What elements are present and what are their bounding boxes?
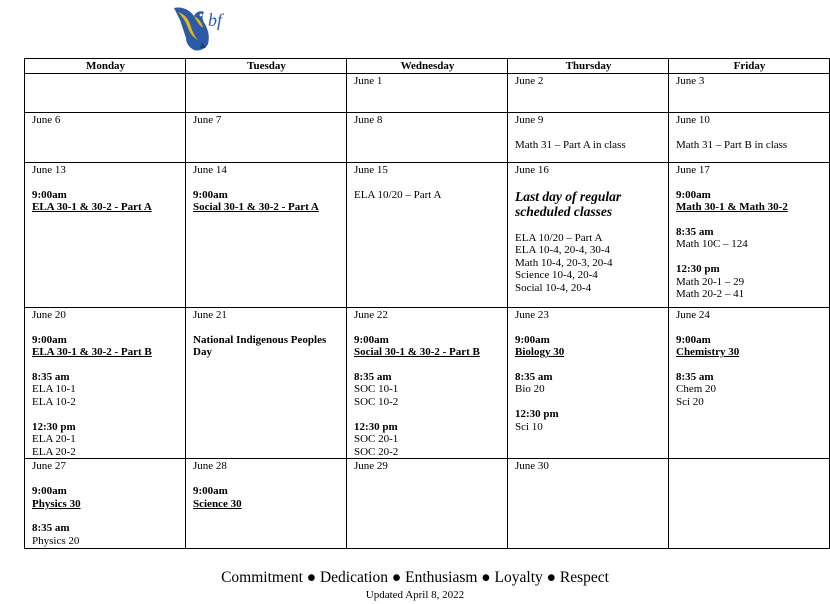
line-spacer <box>32 409 179 421</box>
exam-entry: SOC 20-1 <box>354 433 399 446</box>
day-date: June 7 <box>193 114 222 126</box>
day-date: June 14 <box>193 164 227 176</box>
line-spacer <box>515 359 662 371</box>
exam-entry: ELA 20-2 <box>32 445 76 458</box>
weekday-header: Wednesday <box>347 59 508 74</box>
line-spacer <box>354 409 501 421</box>
day-cell <box>25 163 186 308</box>
exam-time: National Indigenous Peoples <box>193 333 327 346</box>
line-spacer <box>676 359 823 371</box>
day-cell <box>347 74 508 113</box>
day-date: June 9 <box>515 114 544 126</box>
day-date: June 6 <box>32 114 61 126</box>
school-motto: Commitment ● Dedication ● Enthusiasm ● Loyalty ● Respect <box>221 569 609 586</box>
exam-entry: Sci 20 <box>676 395 704 408</box>
day-date: June 27 <box>32 460 66 473</box>
day-cell <box>508 459 669 549</box>
exam-title: Social 30-1 & 30-2 - Part A <box>193 201 319 214</box>
week-row <box>25 308 830 459</box>
week-row <box>25 459 830 549</box>
day-cell <box>25 459 186 549</box>
day-cell <box>508 308 669 459</box>
exam-entry: ELA 10-1 <box>32 383 76 396</box>
exam-title: Science 30 <box>193 497 242 510</box>
line-spacer <box>676 127 823 139</box>
day-date: June 2 <box>515 75 544 87</box>
exam-entry: Math 20-2 – 41 <box>676 288 745 301</box>
weekday-header: Friday <box>669 59 830 74</box>
line-spacer <box>515 177 662 189</box>
line-spacer <box>515 396 662 408</box>
exam-entry: Math 10C – 124 <box>676 238 748 251</box>
line-spacer <box>32 473 179 485</box>
line-spacer <box>32 177 179 189</box>
exam-time: 9:00am <box>193 188 228 201</box>
exam-calendar-table <box>24 58 830 549</box>
exam-entry: SOC 20-2 <box>354 445 399 458</box>
week-row <box>25 113 830 163</box>
line-spacer <box>676 214 823 226</box>
exam-time: 8:35 am <box>32 370 70 383</box>
day-cell <box>347 308 508 459</box>
line-spacer <box>354 359 501 371</box>
exam-time: 9:00am <box>193 484 228 497</box>
day-cell <box>669 308 830 459</box>
line-spacer <box>515 322 662 334</box>
exam-time: 12:30 pm <box>676 262 720 275</box>
day-cell <box>347 163 508 308</box>
exam-time: 8:35 am <box>676 370 714 383</box>
day-cell <box>508 113 669 163</box>
day-cell <box>669 74 830 113</box>
weekday-header: Thursday <box>508 59 669 74</box>
day-date: June 8 <box>354 114 383 126</box>
exam-time: 9:00am <box>32 188 67 201</box>
day-date: June 1 <box>354 75 383 87</box>
day-date: June 20 <box>32 309 66 321</box>
day-date: June 16 <box>515 164 549 176</box>
exam-entry: ELA 10/20 – Part A <box>515 231 603 244</box>
day-cell <box>186 113 347 163</box>
falcon-logo <box>172 2 234 54</box>
day-date: June 3 <box>676 75 705 87</box>
exam-title: Chemistry 30 <box>676 346 740 359</box>
exam-time: 9:00am <box>676 188 711 201</box>
week-row <box>25 163 830 308</box>
day-cell <box>186 308 347 459</box>
exam-time: 9:00am <box>32 484 67 497</box>
day-cell <box>186 163 347 308</box>
exam-entry: Math 10-4, 20-3, 20-4 <box>515 256 613 269</box>
day-cell <box>347 113 508 163</box>
day-date: June 15 <box>354 164 388 176</box>
exam-title: ELA 30-1 & 30-2 - Part A <box>32 201 152 214</box>
day-date: June 28 <box>193 460 227 473</box>
day-cell <box>25 308 186 459</box>
exam-entry: ELA 20-1 <box>32 433 76 446</box>
exam-time: 12:30 pm <box>32 420 76 433</box>
day-cell <box>25 113 186 163</box>
line-spacer <box>676 322 823 334</box>
exam-time: 8:35 am <box>515 370 553 383</box>
logo-letters: bf <box>208 10 223 30</box>
day-date: June 30 <box>515 460 549 473</box>
line-spacer <box>515 220 662 232</box>
line-spacer <box>32 510 179 522</box>
exam-entry: Chem 20 <box>676 383 717 396</box>
day-date: June 10 <box>676 114 710 126</box>
exam-time: 8:35 am <box>676 225 714 238</box>
exam-entry: Math 31 – Part B in class <box>676 138 788 151</box>
exam-time: 9:00am <box>676 333 711 346</box>
weekday-header: Tuesday <box>186 59 347 74</box>
falcon-icon <box>174 7 209 50</box>
exam-entry: Math 31 – Part A in class <box>515 138 626 151</box>
exam-time: 9:00am <box>32 333 67 346</box>
exam-entry: ELA 10-4, 20-4, 30-4 <box>515 244 611 257</box>
day-cell <box>186 74 347 113</box>
exam-time: 12:30 pm <box>354 420 398 433</box>
day-cell <box>347 459 508 549</box>
exam-time: 8:35 am <box>354 370 392 383</box>
day-cell <box>508 74 669 113</box>
day-date: June 21 <box>193 309 227 321</box>
exam-entry: SOC 10-1 <box>354 383 399 396</box>
exam-time: 9:00am <box>354 333 389 346</box>
line-spacer <box>676 177 823 189</box>
exam-time: 9:00am <box>515 333 550 346</box>
line-spacer <box>676 251 823 263</box>
day-date: June 13 <box>32 164 66 176</box>
exam-time: 8:35 am <box>32 522 70 535</box>
exam-entry: Math 20-1 – 29 <box>676 275 745 288</box>
day-cell <box>508 163 669 308</box>
line-spacer <box>193 322 340 334</box>
exam-entry: SOC 10-2 <box>354 395 399 408</box>
line-spacer <box>193 177 340 189</box>
line-spacer <box>32 359 179 371</box>
line-spacer <box>193 473 340 485</box>
updated-date: Updated April 8, 2022 <box>365 589 465 601</box>
exam-entry: Sci 10 <box>515 420 543 433</box>
exam-title: Math 30-1 & Math 30-2 <box>676 201 788 214</box>
exam-entry: ELA 10/20 – Part A <box>354 188 442 201</box>
exam-entry: Bio 20 <box>515 383 545 396</box>
notice-text: scheduled classes <box>515 204 613 220</box>
day-date: June 22 <box>354 309 388 321</box>
exam-title: ELA 30-1 & 30-2 - Part B <box>32 346 152 359</box>
day-date: June 24 <box>676 309 710 321</box>
line-spacer <box>32 322 179 334</box>
exam-entry: Physics 20 <box>32 534 80 547</box>
day-cell <box>669 113 830 163</box>
notice-text: Last day of regular <box>515 188 622 204</box>
line-spacer <box>515 127 662 139</box>
exam-title: Social 30-1 & 30-2 - Part B <box>354 346 480 359</box>
day-date: June 29 <box>354 460 388 473</box>
exam-title: Physics 30 <box>32 497 81 510</box>
exam-entry: Science 10-4, 20-4 <box>515 269 598 282</box>
exam-entry: ELA 10-2 <box>32 395 76 408</box>
line-spacer <box>354 177 501 189</box>
exam-title: Biology 30 <box>515 346 565 359</box>
day-cell <box>669 459 830 549</box>
exam-time: 12:30 pm <box>515 407 559 420</box>
day-date: June 17 <box>676 164 710 176</box>
exam-time: Day <box>193 346 212 359</box>
day-cell <box>25 74 186 113</box>
line-spacer <box>354 322 501 334</box>
day-cell <box>186 459 347 549</box>
weekday-header-row <box>25 59 830 74</box>
exam-entry: Social 10-4, 20-4 <box>515 281 592 294</box>
day-cell <box>669 163 830 308</box>
week-row <box>25 74 830 113</box>
weekday-header: Monday <box>25 59 186 74</box>
day-date: June 23 <box>515 309 549 321</box>
